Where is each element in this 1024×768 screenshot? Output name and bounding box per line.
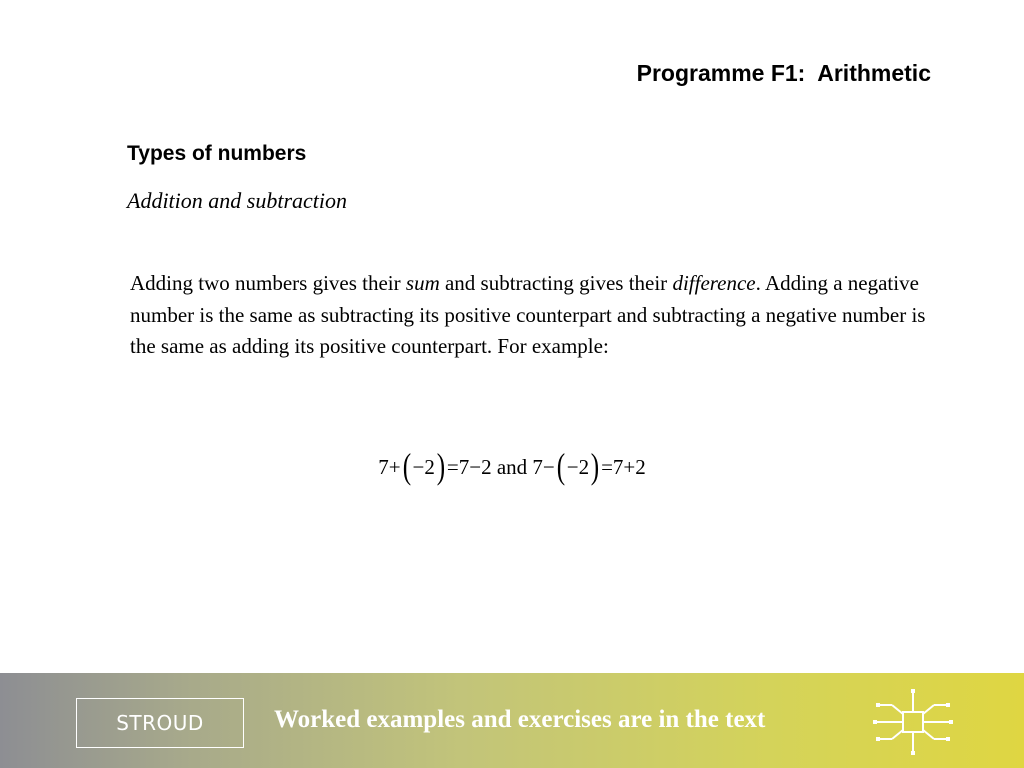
equation-inner-1: −2 (412, 455, 435, 479)
example-equation (0, 448, 1024, 484)
footer-tagline: Worked examples and exercises are in the text (274, 706, 766, 733)
close-paren: ) (590, 446, 600, 486)
equation-left-1: 7+ (378, 455, 401, 479)
body-text-part: Adding two numbers gives their (130, 271, 406, 295)
body-paragraph (130, 268, 930, 363)
equation-left-2: 7− (532, 455, 555, 479)
subsection-heading: Addition and subtraction (127, 188, 347, 213)
equation-right-1: =7−2 (446, 455, 492, 479)
section-heading: Types of numbers (127, 142, 307, 165)
open-paren: ( (402, 446, 411, 486)
network-hub-icon (872, 687, 954, 757)
close-paren: ) (436, 446, 446, 486)
brand-label: STROUD (116, 711, 204, 735)
footer-bar (0, 673, 1024, 768)
body-text-part: . Adding a negative number is the same as subtracting its positive counterpart and subtracting a negative number is the same as adding its positive counterpart. For example: (130, 271, 926, 358)
term-difference: difference (672, 271, 756, 295)
body-text-part: and subtracting gives their (439, 271, 673, 295)
stroud-brand-box (76, 698, 244, 748)
equation-right-2: =7+2 (601, 455, 646, 479)
term-sum: sum (405, 271, 440, 295)
equation-joiner: and (491, 455, 533, 479)
open-paren: ( (556, 446, 565, 486)
equation-inner-2: −2 (566, 455, 590, 479)
programme-title: Programme F1: Arithmetic (636, 60, 931, 86)
